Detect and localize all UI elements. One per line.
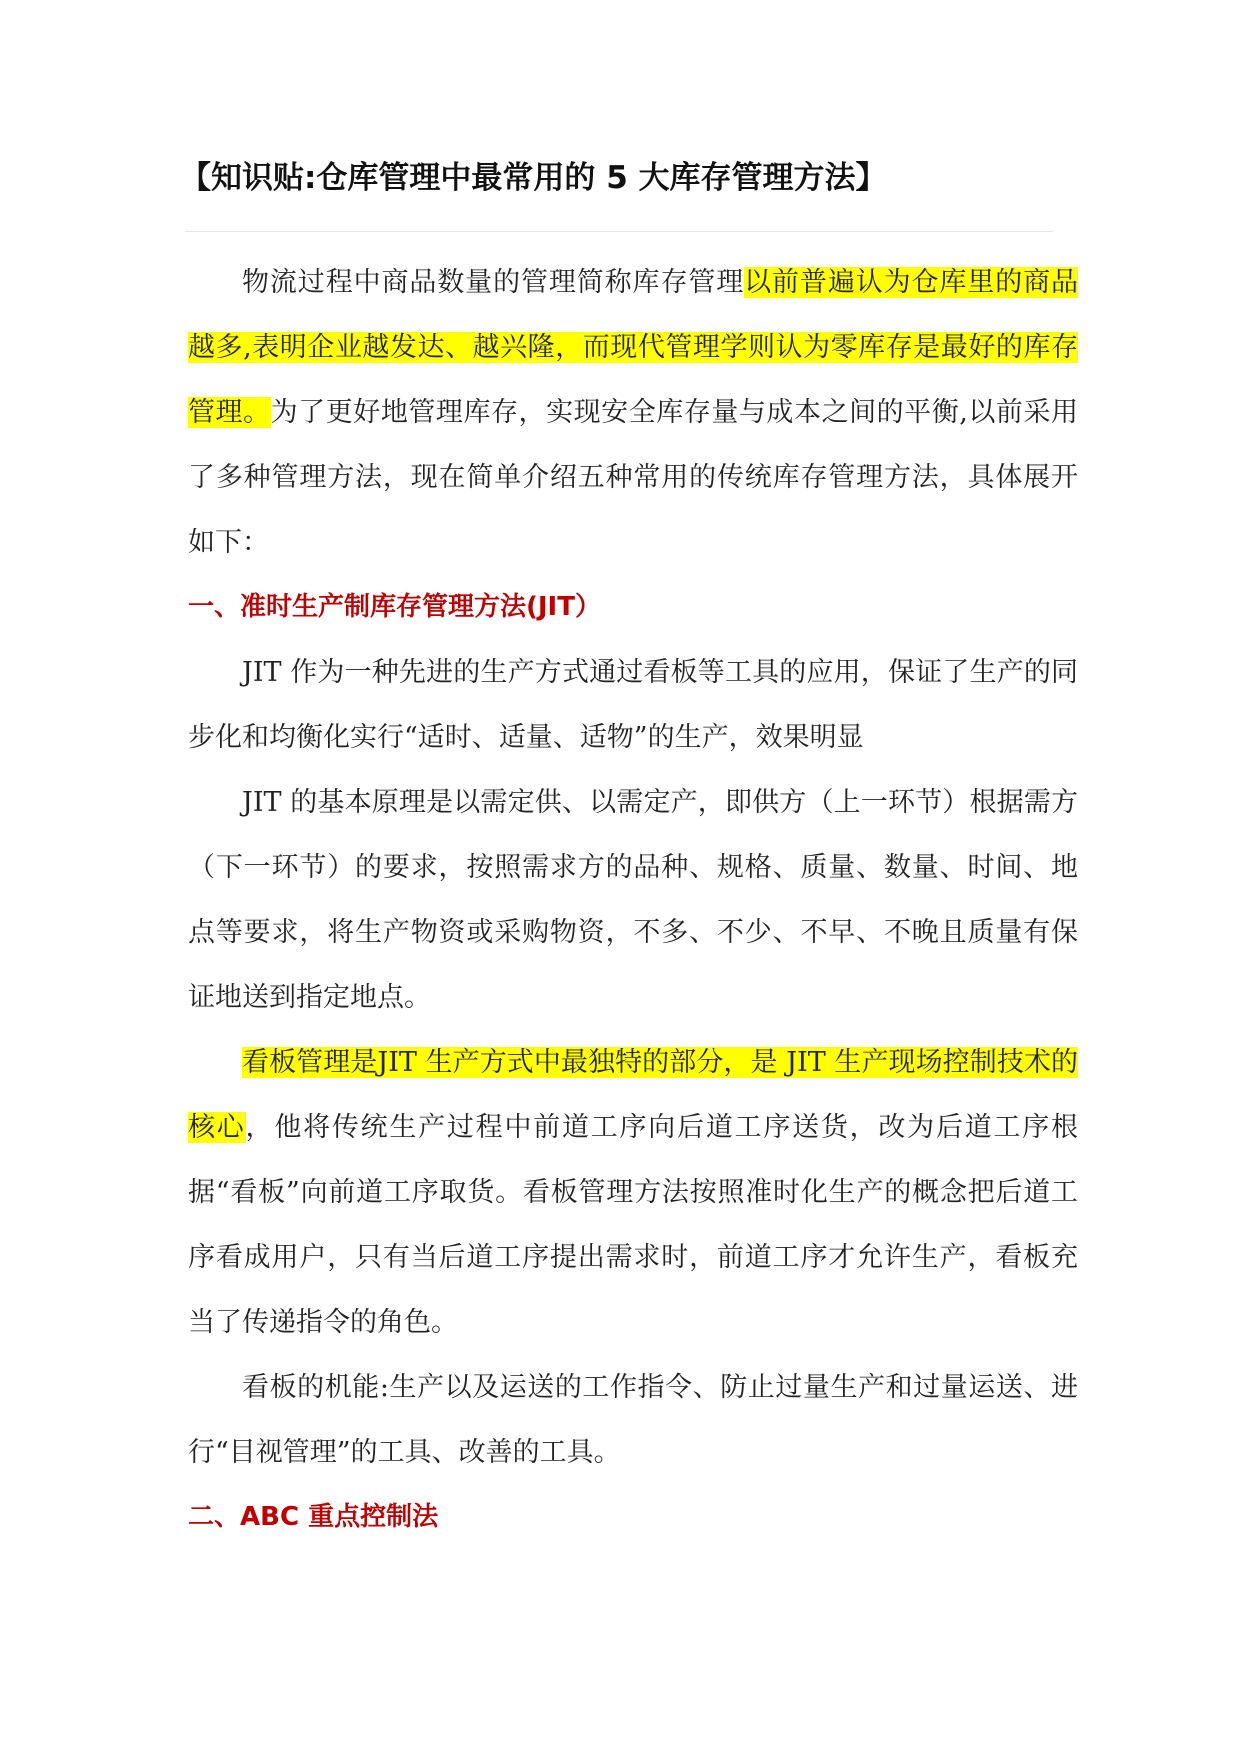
kanban-functions-paragraph: 看板的机能:生产以及运送的工作指令、防止过量生产和过量运送、进行“目视管理”的工具、改善的工具。 — [188, 1372, 1078, 1468]
jit-paragraph-1: JIT 作为一种先进的生产方式通过看板等工具的应用，保证了生产的同步化和均衡化实行“适时、适量、适物”的生产，效果明显 — [188, 657, 1078, 753]
kanban-paragraph — [188, 1030, 1078, 1355]
kanban-text: ，他将传统生产过程中前道工序向后道工序送货，改为后道工序根据“看板”向前道工序取货。看板管理方法按照准时化生产的概念把后道工序看成用户，只有当后道工序提出需求时，前道工序才允许生产，看板充当了传递指令的角色。 — [188, 1112, 1079, 1338]
intro-text-start: 物流过程中商品数量的管理简称库存管理 — [242, 267, 745, 298]
section-heading-jit: 一、准时生产制库存管理方法(JIT） — [188, 592, 601, 622]
document-title: 【知识贴:仓库管理中最常用的 5 大库存管理方法】 — [180, 160, 887, 196]
kanban-highlight: 看板管理是JIT 生产方式中最独特的部分，是 JIT 生产现场控制技术的核心 — [188, 1047, 1078, 1143]
intro-text-end: 为了更好地管理库存，实现安全库存量与成本之间的平衡,以前采用了多种管理方法，现在简单介绍五种常用的传统库存管理方法，具体展开如下： — [188, 397, 1078, 558]
title-divider — [185, 231, 1053, 232]
section-heading-abc: 二、ABC 重点控制法 — [188, 1502, 439, 1532]
intro-highlight: 以前普遍认为仓库里的商品越多,表明企业越发达、越兴隆，而现代管理学则认为零库存是最好的库存管理。 — [188, 267, 1079, 428]
jit-paragraph-2: JIT 的基本原理是以需定供、以需定产，即供方（上一环节）根据需方（下一环节）的要求，按照需求方的品种、规格、质量、数量、时间、地点等要求，将生产物资或采购物资，不多、不少、不早、不晚且质量有保证地送到指定地点。 — [188, 787, 1078, 1013]
document-body — [188, 250, 1078, 1550]
intro-paragraph — [188, 250, 1078, 575]
